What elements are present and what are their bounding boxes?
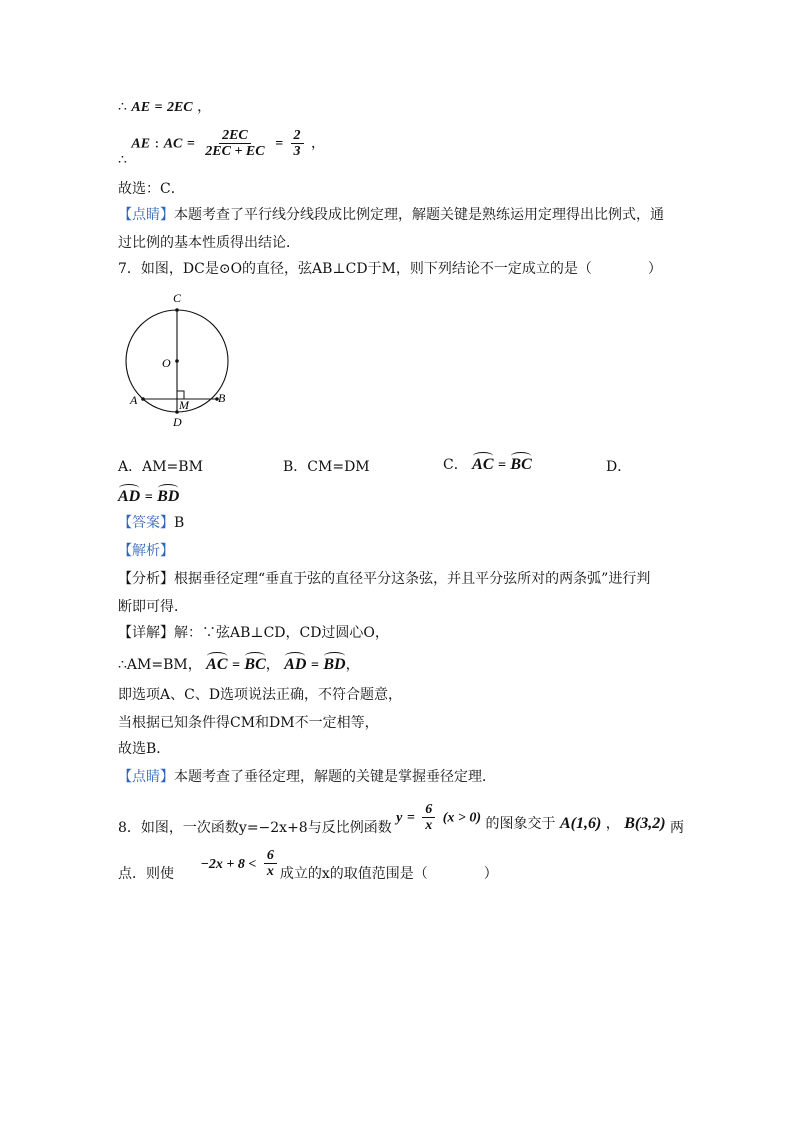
q6-step2: ∴ AE : AC = $\frac{2EC}{2EC + EC}$ = $\frac{2}{3}$ ，: [118, 128, 325, 168]
q6-choice: 故选：C．: [118, 181, 185, 197]
option-b[interactable]: B．CM=DM: [283, 459, 370, 475]
label-d: D: [173, 415, 182, 429]
therefore-symbol: ∴: [118, 151, 127, 168]
option-d-content[interactable]: AD = BD: [118, 484, 179, 506]
q7-stem: 7．如图，DC是⊙O的直径，弦AB⊥CD于M，则下列结论不一定成立的是（ ）: [118, 261, 662, 277]
q7-comment: 【点睛】本题考查了垂径定理，解题的关键是掌握垂径定理．: [118, 769, 496, 785]
option-c[interactable]: C． AC = BC: [443, 452, 532, 474]
q7-analyze: 【分析】根据垂径定理“垂直于弦的直径平分这条弦，并且平分弦所对的两条弧”进行判: [118, 571, 651, 587]
circle-figure: [118, 288, 248, 433]
therefore-symbol: ∴: [118, 99, 127, 115]
analysis-tag: 【解析】: [118, 543, 174, 559]
q6-comment-cont: 过比例的基本性质得出结论．: [118, 235, 300, 251]
fraction-six-over-x: $\frac{6}{x}$: [264, 848, 277, 879]
q7-detail-arcs: ∴AM=BM， AC = BC， AD = BD，: [118, 652, 360, 674]
q7-analyze-cont: 断即可得．: [118, 599, 188, 615]
q7-detail-line4: 当根据已知条件得CM和DM不一定相等，: [118, 715, 379, 731]
arc-bc: BC: [510, 452, 531, 474]
arc-ad: AD: [284, 652, 306, 674]
fraction-ratio: $\frac{2EC}{2EC + EC}$: [205, 128, 265, 159]
label-o: O: [162, 356, 171, 370]
option-a[interactable]: A．AM=BM: [118, 459, 203, 475]
arc-ac: AC: [472, 452, 493, 474]
arc-bc: BC: [244, 652, 265, 674]
q7-answer: 【答案】B: [118, 515, 185, 531]
arc-ad: AD: [118, 484, 140, 506]
q8-stem: 8．如图，一次函数y=−2x+8与反比例函数 y = $\frac{6}{x}$ (x > 0) 的图象交于 A(1,6) ， B(3,2) 两: [118, 802, 684, 836]
fraction-six-over-x: $\frac{6}{x}$: [422, 802, 435, 833]
q7-detail: 【详解】解：∵弦AB⊥CD，CD过圆心O，: [118, 625, 389, 641]
q7-detail-line5: 故选B．: [118, 741, 171, 757]
point-b: B(3,2): [624, 814, 666, 832]
math-2ec: 2EC: [166, 100, 193, 115]
label-b: B: [218, 391, 226, 405]
label-a: A: [130, 393, 138, 407]
label-m: M: [179, 398, 189, 412]
inequality-lhs: −2x + 8 <: [200, 856, 257, 872]
arc-bd: BD: [323, 652, 345, 674]
comment-tag: 【点睛】: [118, 769, 174, 785]
q8-stem-line2: 点．则使 −2x + 8 < $\frac{6}{x}$ 成立的x的取值范围是（ ）: [118, 848, 498, 882]
q7-detail-line3: 即选项A、C、D选项说法正确，不符合题意，: [118, 687, 403, 703]
comment-tag: 【点睛】: [118, 207, 174, 223]
label-c: C: [173, 291, 182, 305]
q6-step1: ∴ AE = 2EC ，: [118, 99, 212, 115]
math-ae: AE: [131, 100, 151, 115]
point-a: A(1,6): [559, 814, 602, 832]
q6-comment: 【点睛】本题考查了平行线分线段成比例定理，解题关键是熟练运用定理得出比例式，通: [118, 207, 664, 223]
option-d-label[interactable]: D．: [606, 459, 632, 475]
fraction-two-thirds: $\frac{2}{3}$: [291, 128, 304, 159]
arc-ac: AC: [206, 652, 227, 674]
answer-tag: 【答案】: [118, 515, 174, 531]
arc-bd: BD: [157, 484, 179, 506]
